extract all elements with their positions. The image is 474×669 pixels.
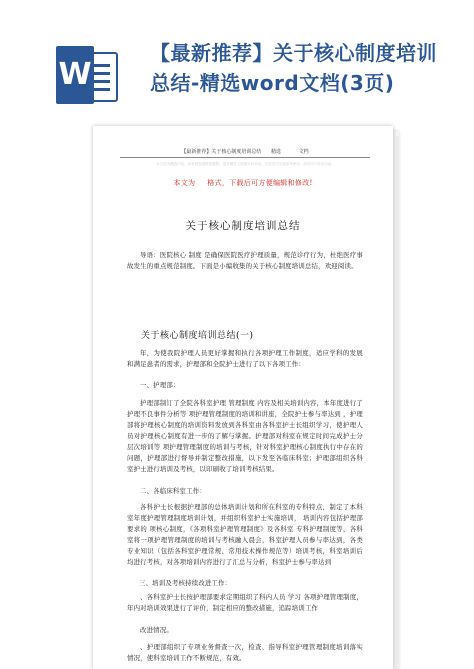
section-title: 关于核心制度培训总结(一) — [141, 331, 254, 341]
paragraph: 、护理部组织了专项业务督查一次，检查、指导科室护理管理制度培训落实情况，使科室培训工作不断规范，有效。 — [127, 643, 363, 662]
paragraph: 年，为使我院护理人员更好掌握和执行各项护理工作制度，适应学科的发展和满足患者的需求，护理部和全院护士进行了以下各项工作： — [127, 349, 363, 368]
paragraph-heading: 二、各临床科室工作： — [140, 487, 206, 495]
paragraph-heading: 一、护理部： — [140, 381, 180, 389]
paragraph: 改进情况。 — [140, 626, 173, 634]
preview-header — [0, 0, 474, 115]
paragraph: 、各科室护士长按护理部要求定期组织了科内人员 学习 各项护理管理制度，年内对培训效果进行了评价，制定相应的整改措施，追踪培训工作 — [127, 593, 363, 612]
download-note — [133, 178, 353, 188]
page-title: 【最新推荐】关于核心制度培训总结-精选word文档(3页) — [150, 41, 437, 95]
paragraph-heading: 三、培训及考核持续改进工作： — [139, 579, 232, 587]
intro-paragraph: 导语：医院核心 制度 是确保医院医疗护理质量，规范诊疗行为，杜绝医疗事故发生的重点规范制度。下面是小编收集的关于核心制度培训总结，欢迎阅读。 — [127, 251, 363, 270]
running-head-label: 精选 — [270, 149, 281, 155]
paragraph: 各科护士长根据护理部的总体培训计划和所在科室的专科特点，制定了本科室年度护理管理制度培训计划，并组织科室护士实施培训， 培训内容包括护理部要求的 项核心制度，《各项科室护理管理制度》及各科室 专科护理制度等，各科室将一项护理管理制度的培训与考核融入晨会，科室护理人员参与率达到，各类专业知识（包括各科室护理常规、常用技术操作规范等）培训考核，科室培训后均进行考核，对各项培训内容进行了汇总与分析，科室护士参与率达到 — [127, 503, 363, 566]
document-title: 关于核心制度培训总结 — [185, 220, 301, 232]
document-page — [93, 126, 393, 669]
download-note-text: 格式，下载后可方便编辑和修改! — [207, 179, 313, 187]
faint-notice: 本文档为精选内容，如有侵权请联系删除，更多精选文档请访问本站，仅供学习交流参考使用，请勿用于商业用途。 — [156, 162, 335, 166]
running-head — [120, 148, 370, 158]
word-letter-icon: W — [56, 46, 94, 104]
running-head-doc: 文档 — [298, 149, 309, 155]
download-note-prefix: 本文为 — [173, 179, 196, 187]
word-document-icon — [56, 46, 120, 108]
running-head-title: 【最新推荐】关于核心制度培训总结 — [181, 149, 262, 155]
paragraph: 护理部制订了全院各科室护理 管理制度 内容及相关培训内容，本年度进行了护理不良事件分析等 项护理管理制度的培训和讲座，全院护士参与率达到 ，护理部将护理核心制度的培训资料发放到各科室由各科室护士长组织学习，使护理人员对护理核心制度有进一步的了解与掌握。护理部对科室在规定时间完成护士分层次培训等 项护理管理制度的培训与考核，针对科室护理核心制度执行中存在的问题，护理部进行督导并制定整改措施，以下发至各临床科室；护理部组织各科室护士进行培训及考核，以印刷收了培训考核结果。 — [127, 399, 363, 473]
